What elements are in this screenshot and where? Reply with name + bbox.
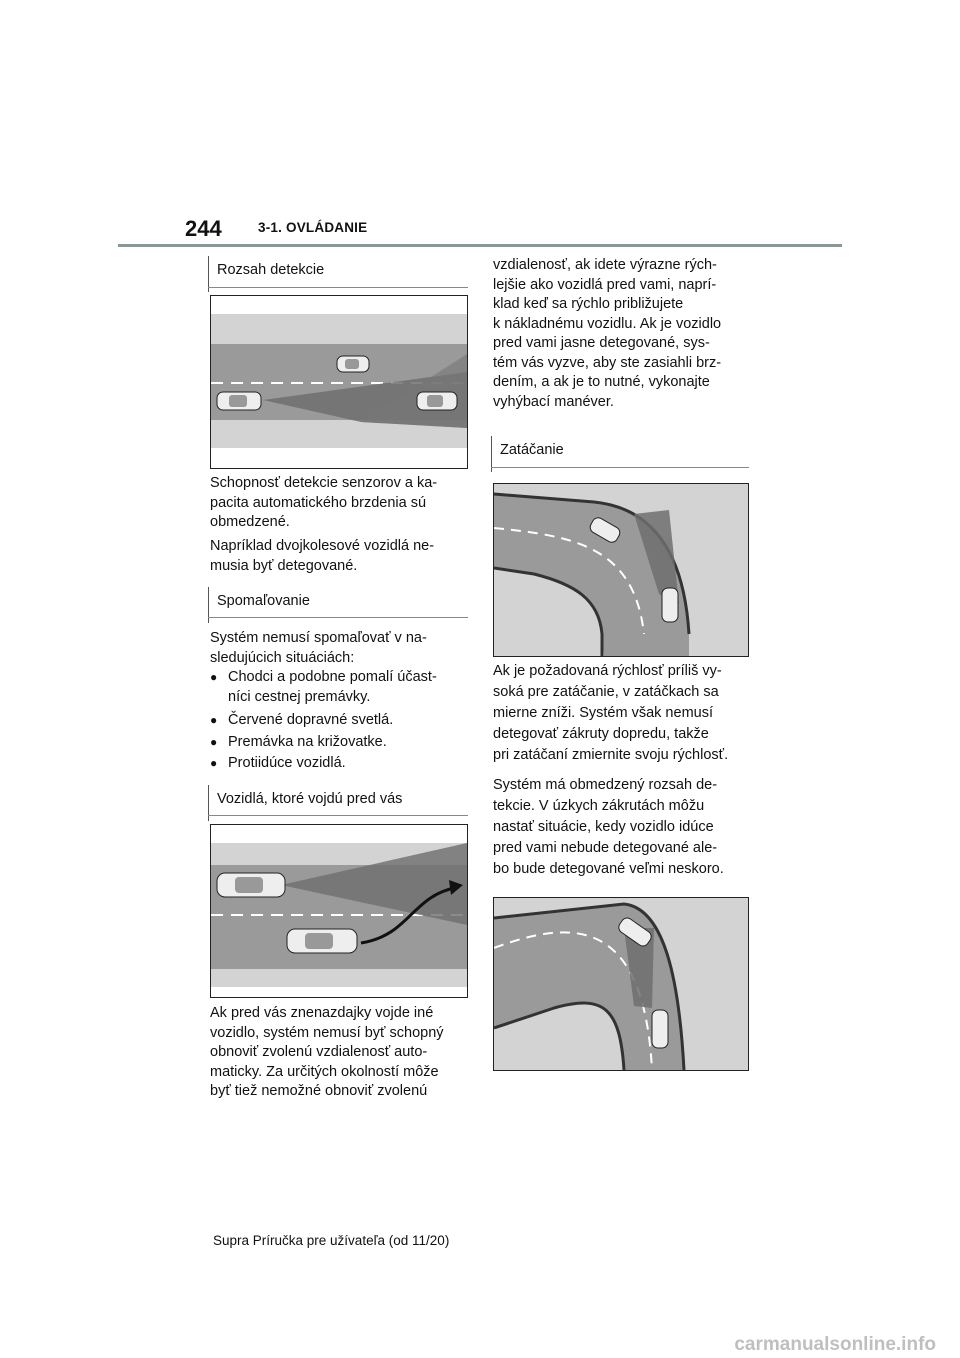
section-rule — [208, 815, 468, 816]
text-line: maticky. Za určitých okolností môže — [210, 1063, 439, 1080]
text-line: Ak je požadovaná rýchlosť príliš vy- — [493, 663, 722, 679]
text-line: klad keď sa rýchlo približujete — [493, 296, 684, 312]
section-title-cut-in: Vozidlá, ktoré vojdú pred vás — [208, 785, 402, 821]
figure-detection-range — [210, 295, 468, 469]
section-title-cornering: Zatáčanie — [491, 436, 564, 472]
paragraph-cut-in — [210, 1004, 444, 1102]
text-line: soká pre zatáčanie, v zatáčkach sa — [493, 684, 719, 700]
section-rule — [208, 287, 468, 288]
text-line: Napríklad dvojkolesové vozidlá ne- — [210, 538, 435, 554]
text-line: obmedzené. — [210, 514, 290, 530]
list-item: ● Premávka na križovatke. — [210, 733, 387, 753]
figure-tight-curve — [493, 897, 749, 1071]
text-line: tekcie. V úzkych zákrutách môžu — [493, 798, 705, 814]
footer-text: Supra Príručka pre užívateľa (od 11/20) — [213, 1233, 450, 1248]
section-rule — [491, 467, 749, 468]
text-line: pacita automatického brzdenia sú — [210, 494, 427, 511]
text-line: musia byť detegované. — [210, 557, 358, 574]
text-line: obnoviť zvolenú vzdialenosť auto- — [210, 1044, 428, 1060]
car-icon — [417, 392, 457, 410]
paragraph-sensor-capacity — [210, 474, 437, 533]
text-line: detegovať zákruty dopredu, takže — [493, 726, 709, 742]
text-line: dením, a ak je to nutné, vykonajte — [493, 374, 710, 390]
list-item: ● Chodci a podobne pomalí účast- níci cestnej premávky. — [210, 668, 437, 707]
text-line: bo bude detegované veľmi neskoro. — [493, 861, 724, 877]
car-icon — [287, 929, 357, 953]
text-line: Ak pred vás znenazdajky vojde iné — [210, 1005, 434, 1021]
car-icon — [217, 873, 285, 897]
section-title-deceleration: Spomaľovanie — [208, 587, 310, 623]
paragraph-limited-range — [493, 775, 724, 880]
text-line: mierne zníži. Systém však nemusí — [493, 705, 713, 721]
list-item: ● Červené dopravné svetlá. — [210, 711, 393, 731]
text-line: tém vás vyzve, aby ste zasiahli brz- — [493, 354, 722, 371]
section-title-detection-range: Rozsah detekcie — [208, 256, 324, 292]
list-item: ● Protiidúce vozidlá. — [210, 754, 346, 774]
text-line: vzdialenosť, ak idete výrazne rých- — [493, 257, 717, 273]
text-line: k nákladnému vozidlu. Ak je vozidlo — [493, 315, 722, 332]
figure-cut-in — [210, 824, 468, 998]
text-line: Systém má obmedzený rozsah de- — [493, 777, 718, 793]
chapter-title: 3-1. OVLÁDANIE — [258, 220, 368, 235]
car-icon — [662, 588, 678, 622]
page-number: 244 — [185, 216, 222, 241]
paragraph-situations — [210, 629, 427, 668]
text-line: pred vami jasne detegované, sys- — [493, 335, 710, 351]
car-icon — [217, 392, 261, 410]
text-line: vyhýbací manéver. — [493, 393, 614, 410]
text-line: pri zatáčaní zmiernite svoju rýchlosť. — [493, 747, 729, 763]
paragraph-two-wheelers — [210, 537, 434, 576]
paragraph-cornering-speed — [493, 661, 728, 766]
text-line: byť tiež nemožné obnoviť zvolenú — [210, 1083, 428, 1099]
paragraph-distance — [493, 256, 721, 412]
text-line: Schopnosť detekcie senzorov a ka- — [210, 475, 438, 491]
text-line: vozidlo, systém nemusí byť schopný — [210, 1024, 444, 1041]
car-icon — [652, 1010, 668, 1048]
watermark: carmanualsonline.info — [734, 1334, 936, 1355]
header-rule — [118, 244, 842, 247]
text-line: nastať situácie, kedy vozidlo idúce — [493, 819, 714, 835]
figure-cornering — [493, 483, 749, 657]
text-line: sledujúcich situáciách: — [210, 649, 355, 666]
car-icon — [337, 356, 369, 372]
text-line: Systém nemusí spomaľovať v na- — [210, 630, 427, 646]
text-line: lejšie ako vozidlá pred vami, naprí- — [493, 276, 717, 293]
text-line: pred vami nebude detegované ale- — [493, 840, 718, 856]
section-rule — [208, 617, 468, 618]
